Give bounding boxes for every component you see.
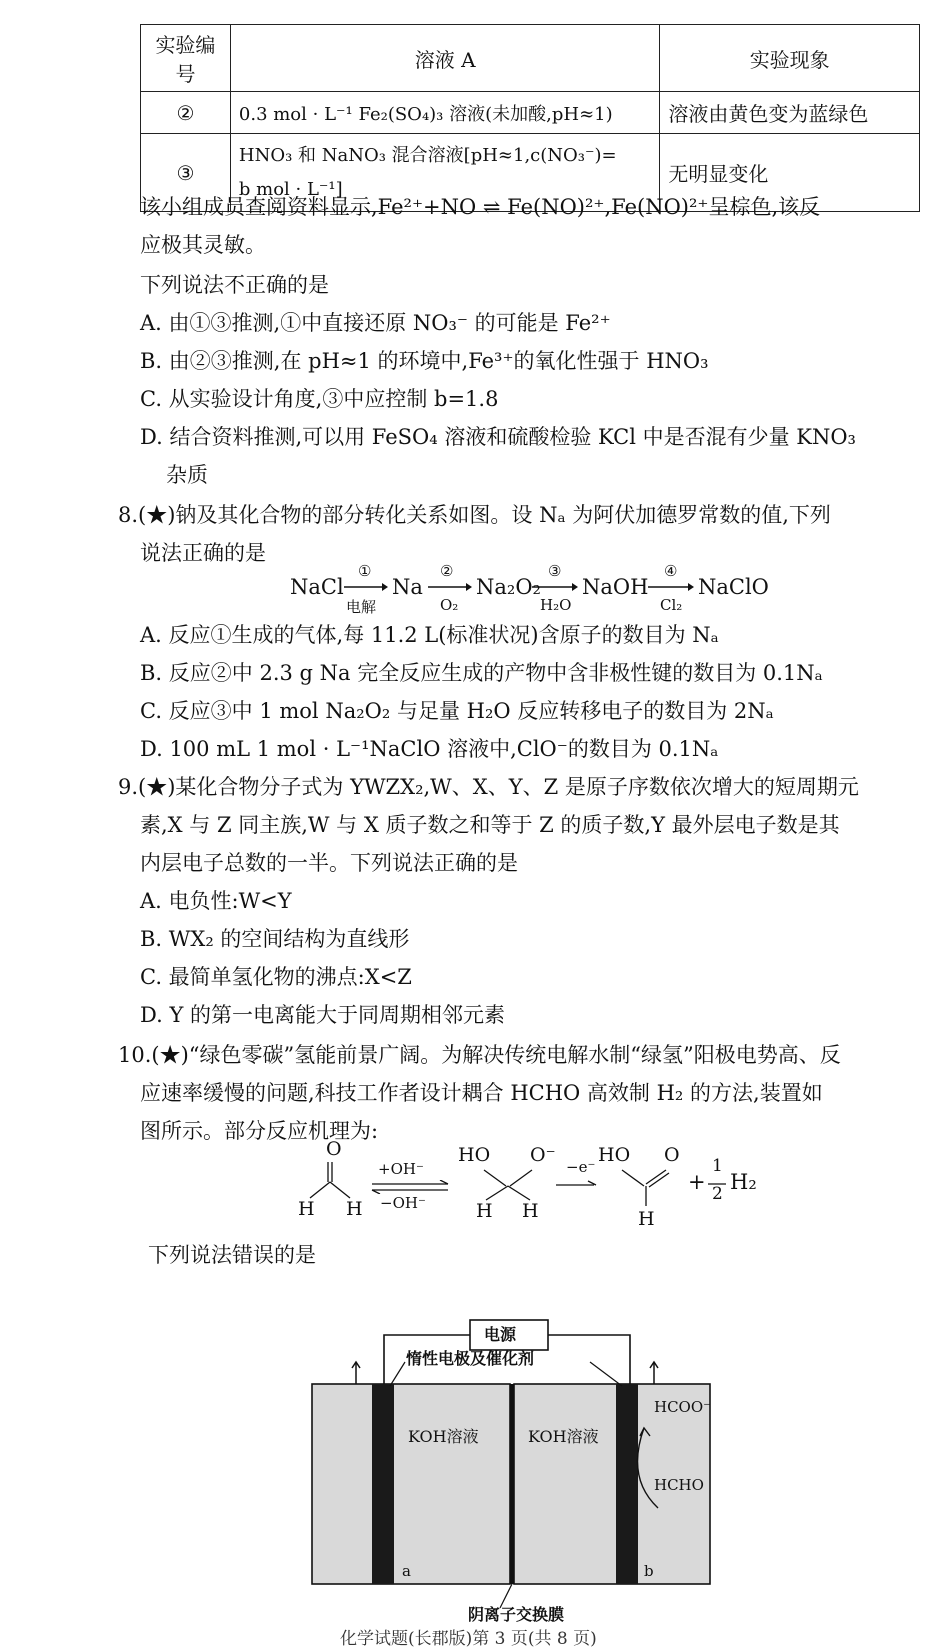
table-cell-solution-line2: b mol · L⁻¹]: [238, 178, 343, 200]
table-cell-solution: 0.3 mol · L⁻¹ Fe₂(SO₄)₃ 溶液(未加酸,pH≈1): [230, 92, 660, 134]
chain-step3-number: ③: [548, 562, 562, 580]
electrode-b: [616, 1384, 638, 1584]
q9-option-d: D. Y 的第一电离能大于同周期相邻元素: [140, 1003, 505, 1027]
q9-stem-line1: 9.(★)某化合物分子式为 YWZX₂,W、X、Y、Z 是原子序数依次增大的短周期元: [118, 775, 859, 799]
q9-option-b: B. WX₂ 的空间结构为直线形: [140, 927, 410, 951]
mech-h2: H₂: [730, 1170, 757, 1194]
mech-intermediate-h-right: H: [522, 1200, 539, 1222]
chain-arrow-3: [532, 582, 578, 592]
q8-option-b: B. 反应②中 2.3 g Na 完全反应生成的产物中含非极性键的数目为 0.1Nₐ: [140, 661, 823, 685]
electrode-label-pointer-right: [590, 1362, 622, 1386]
table-header-no: 实验编号: [141, 25, 231, 92]
q8-option-d: D. 100 mL 1 mol · L⁻¹NaClO 溶液中,ClO⁻的数目为 0.1Nₐ: [140, 737, 719, 761]
hcho-label: HCHO: [654, 1476, 704, 1494]
q9-stem-line2: 素,X 与 Z 同主族,W 与 X 质子数之和等于 Z 的质子数,Y 最外层电子数是其: [140, 813, 840, 837]
q10-stem-line1: 10.(★)“绿色零碳”氢能前景广阔。为解决传统电解水制“绿氢”阳极电势高、反: [118, 1043, 841, 1067]
q7-option-d-cont: 杂质: [166, 463, 208, 487]
mech-equilibrium-arrow: [370, 1180, 450, 1194]
mech-formate-h: H: [638, 1208, 655, 1230]
experiment-table: [140, 24, 920, 212]
page-footer: 化学试题(长郡版)第 3 页(共 8 页): [340, 1629, 597, 1649]
chain-arrow-2: [428, 582, 472, 592]
chain-step4-number: ④: [664, 562, 678, 580]
mech-oxidation-arrow: [556, 1180, 600, 1190]
table-header-solution: 溶液 A: [230, 25, 660, 92]
mech-plus: +: [688, 1170, 706, 1194]
q7-info-line2: 应极其灵敏。: [140, 233, 266, 257]
mech-formaldehyde-h-right: H: [346, 1198, 363, 1220]
mech-formate-o: O: [664, 1144, 680, 1166]
chain-species-na: Na: [392, 575, 423, 599]
chain-step1-condition: 电解: [346, 598, 377, 616]
chain-species-nacl: NaCl: [290, 575, 344, 599]
right-wire: [548, 1335, 630, 1384]
mech-formaldehyde-bonds: [300, 1160, 360, 1200]
electrode-a: [372, 1384, 394, 1584]
table-header-row: [141, 25, 920, 92]
chain-arrow-4: [648, 582, 694, 592]
q9-option-a: A. 电负性:W<Y: [140, 889, 292, 913]
q7-option-a: A. 由①③推测,①中直接还原 NO₃⁻ 的可能是 Fe²⁺: [140, 311, 611, 335]
mech-half-denominator: 2: [712, 1184, 723, 1204]
right-solution-label: KOH溶液: [528, 1427, 599, 1446]
q9-option-c: C. 最简单氢化物的沸点:X<Z: [140, 965, 412, 989]
mech-half-numerator: 1: [712, 1156, 723, 1176]
q7-info-line1: 该小组成员查阅资料显示,Fe²⁺+NO ⇌ Fe(NO)²⁺,Fe(NO)²⁺呈棕色,该反: [140, 195, 821, 219]
q7-option-c: C. 从实验设计角度,③中应控制 b=1.8: [140, 387, 499, 411]
power-supply-label: 电源: [484, 1325, 517, 1344]
mech-intermediate-ho: HO: [458, 1144, 491, 1166]
chain-step3-reagent: H₂O: [540, 596, 572, 614]
table-cell-phenomenon: 溶液由黄色变为蓝绿色: [660, 92, 920, 134]
hcoo-label: HCOO⁻: [654, 1398, 712, 1416]
table-cell-no: ③: [141, 134, 231, 212]
mech-formaldehyde-o: O: [326, 1138, 342, 1160]
chain-species-naoh: NaOH: [582, 575, 649, 599]
table-cell-phenomenon: 无明显变化: [660, 134, 920, 212]
q9-stem-line3: 内层电子总数的一半。下列说法正确的是: [140, 851, 518, 875]
mech-minus-e: −e⁻: [566, 1158, 596, 1176]
electrode-b-label: b: [644, 1562, 654, 1580]
q7-option-b: B. 由②③推测,在 pH≈1 的环境中,Fe³⁺的氧化性强于 HNO₃: [140, 349, 709, 373]
q8-stem-line2: 说法正确的是: [140, 541, 266, 565]
q10-stem-line2: 应速率缓慢的问题,科技工作者设计耦合 HCHO 高效制 H₂ 的方法,装置如: [140, 1081, 823, 1105]
table-row: [141, 92, 920, 134]
left-solution-label: KOH溶液: [408, 1427, 479, 1446]
q8-option-c: C. 反应③中 1 mol Na₂O₂ 与足量 H₂O 反应转移电子的数目为 2Nₐ: [140, 699, 774, 723]
q10-stem-line4: 下列说法错误的是: [148, 1243, 316, 1267]
q10-stem-line3: 图所示。部分反应机理为:: [140, 1119, 379, 1143]
mech-formaldehyde-h-left: H: [298, 1198, 315, 1220]
mech-intermediate-h-left: H: [476, 1200, 493, 1222]
q8-stem-line1: 8.(★)钠及其化合物的部分转化关系如图。设 Nₐ 为阿伏加德罗常数的值,下列: [118, 503, 831, 527]
mech-formate-ho: HO: [598, 1144, 631, 1166]
table-header-phenomenon: 实验现象: [660, 25, 920, 92]
chain-step1-number: ①: [358, 562, 372, 580]
electrode-label-pointer-left: [390, 1362, 405, 1386]
electrode-a-label: a: [402, 1562, 411, 1580]
cell-left-chamber: [312, 1384, 510, 1584]
chain-arrow-1: [344, 582, 388, 592]
membrane-label: 阴离子交换膜: [468, 1605, 565, 1624]
q7-option-d: D. 结合资料推测,可以用 FeSO₄ 溶液和硫酸检验 KCl 中是否混有少量 KNO₃: [140, 425, 856, 449]
mech-minus-oh: −OH⁻: [380, 1194, 426, 1212]
chain-step2-reagent: O₂: [440, 596, 459, 614]
q8-option-a: A. 反应①生成的气体,每 11.2 L(标准状况)含原子的数目为 Nₐ: [140, 623, 719, 647]
table-cell-solution-line1: HNO₃ 和 NaNO₃ 混合溶液[pH≈1,c(NO₃⁻)=: [238, 144, 617, 166]
chain-species-na2o2: Na₂O₂: [476, 575, 541, 599]
electrode-catalyst-label: 惰性电极及催化剂: [406, 1349, 535, 1368]
q7-stem: 下列说法不正确的是: [140, 273, 329, 297]
mech-intermediate-o-minus: O⁻: [530, 1144, 556, 1166]
chain-step4-reagent: Cl₂: [660, 596, 683, 614]
chain-species-naclo: NaClO: [698, 575, 769, 599]
mech-formate-bonds: [616, 1168, 676, 1208]
mech-intermediate-bonds: [478, 1168, 538, 1202]
mech-plus-oh: +OH⁻: [378, 1160, 424, 1178]
chain-step2-number: ②: [440, 562, 454, 580]
table-cell-no: ②: [141, 92, 231, 134]
